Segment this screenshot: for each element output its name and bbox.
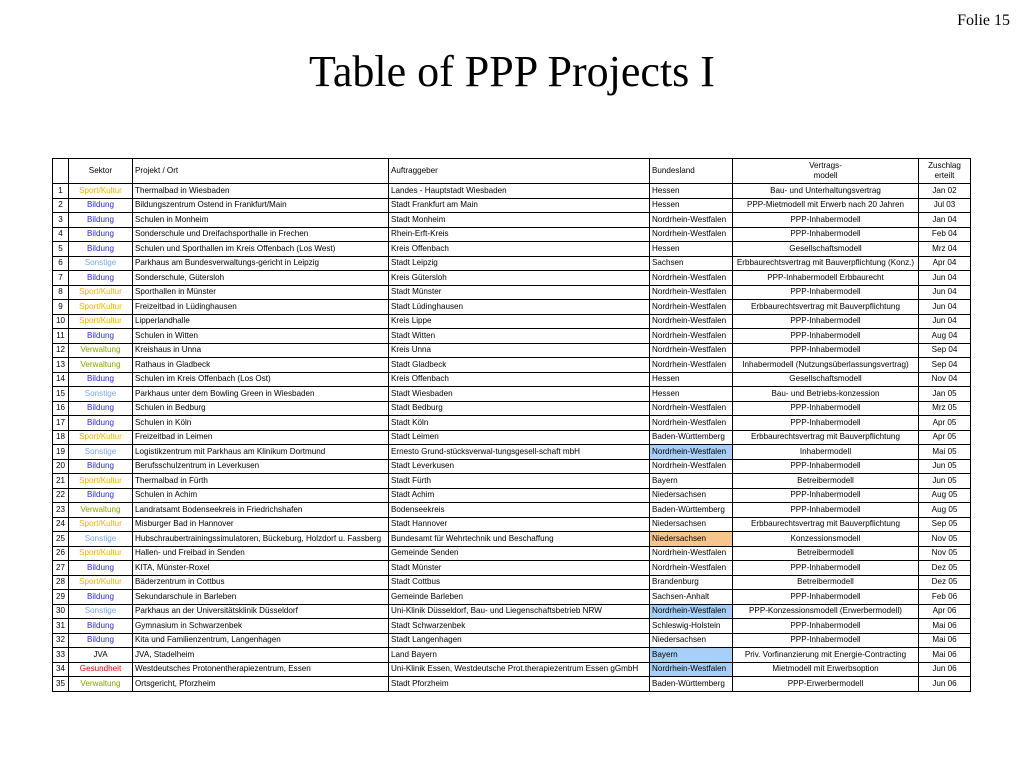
cell-sektor: Sport/Kultur bbox=[69, 285, 133, 300]
cell-zuschlag: Mrz 05 bbox=[919, 401, 971, 416]
table-row bbox=[53, 575, 971, 590]
cell-auftraggeber: Uni-Klinik Essen, Westdeutsche Prot.therapiezentrum Essen gGmbH bbox=[389, 662, 650, 677]
cell-vertragsmodell: PPP-Inhabermodell bbox=[733, 619, 919, 634]
cell-vertragsmodell: PPP-Mietmodell mit Erwerb nach 20 Jahren bbox=[733, 198, 919, 213]
cell-vertragsmodell: Erbbaurechtsvertrag mit Bauverpflichtung bbox=[733, 517, 919, 532]
cell-zuschlag: Jul 03 bbox=[919, 198, 971, 213]
cell-projekt: Freizeitbad in Lüdinghausen bbox=[133, 300, 389, 315]
table-row bbox=[53, 503, 971, 518]
cell-sektor: Bildung bbox=[69, 488, 133, 503]
cell-zuschlag: Aug 04 bbox=[919, 329, 971, 344]
cell-projekt: Westdeutsches Protonentherapiezentrum, Essen bbox=[133, 662, 389, 677]
table-row bbox=[53, 184, 971, 199]
cell-auftraggeber: Gemeinde Barleben bbox=[389, 590, 650, 605]
cell-sektor: Verwaltung bbox=[69, 503, 133, 518]
cell-nr: 3 bbox=[53, 213, 69, 228]
header-auftraggeber: Auftraggeber bbox=[389, 159, 650, 184]
table-row bbox=[53, 314, 971, 329]
cell-sektor: Bildung bbox=[69, 372, 133, 387]
cell-sektor: Verwaltung bbox=[69, 677, 133, 692]
cell-auftraggeber: Gemeinde Senden bbox=[389, 546, 650, 561]
cell-zuschlag: Nov 05 bbox=[919, 532, 971, 547]
cell-bundesland: Nordrhein-Westfalen bbox=[650, 358, 733, 373]
cell-sektor: Sonstige bbox=[69, 256, 133, 271]
cell-projekt: Schulen und Sporthallen im Kreis Offenbach (Los West) bbox=[133, 242, 389, 257]
cell-projekt: Berufsschulzentrum in Leverkusen bbox=[133, 459, 389, 474]
table-row bbox=[53, 198, 971, 213]
header-zuschlag bbox=[919, 159, 971, 184]
cell-nr: 22 bbox=[53, 488, 69, 503]
cell-zuschlag: Apr 05 bbox=[919, 416, 971, 431]
cell-zuschlag: Dez 05 bbox=[919, 561, 971, 576]
cell-zuschlag: Sep 04 bbox=[919, 358, 971, 373]
cell-auftraggeber: Stadt Leimen bbox=[389, 430, 650, 445]
cell-projekt: Bäderzentrum in Cottbus bbox=[133, 575, 389, 590]
cell-auftraggeber: Kreis Lippe bbox=[389, 314, 650, 329]
cell-bundesland: Nordrhein-Westfalen bbox=[650, 416, 733, 431]
cell-zuschlag: Dez 05 bbox=[919, 575, 971, 590]
cell-projekt: Landratsamt Bodenseekreis in Friedrichshafen bbox=[133, 503, 389, 518]
cell-projekt: Freizeitbad in Leimen bbox=[133, 430, 389, 445]
cell-vertragsmodell: Betreibermodell bbox=[733, 474, 919, 489]
cell-projekt: Rathaus in Gladbeck bbox=[133, 358, 389, 373]
cell-nr: 13 bbox=[53, 358, 69, 373]
cell-nr: 17 bbox=[53, 416, 69, 431]
cell-zuschlag: Sep 05 bbox=[919, 517, 971, 532]
table-row bbox=[53, 416, 971, 431]
table-row bbox=[53, 546, 971, 561]
cell-zuschlag: Jun 06 bbox=[919, 662, 971, 677]
cell-bundesland: Brandenburg bbox=[650, 575, 733, 590]
cell-projekt: Ortsgericht, Pforzheim bbox=[133, 677, 389, 692]
cell-projekt: Parkhaus am Bundesverwaltungs-gericht in Leipzig bbox=[133, 256, 389, 271]
cell-sektor: Bildung bbox=[69, 561, 133, 576]
cell-vertragsmodell: PPP-Inhabermodell bbox=[733, 314, 919, 329]
cell-nr: 9 bbox=[53, 300, 69, 315]
cell-zuschlag: Jun 04 bbox=[919, 300, 971, 315]
ppp-projects-table bbox=[52, 158, 971, 692]
cell-sektor: Bildung bbox=[69, 271, 133, 286]
cell-projekt: JVA, Stadelheim bbox=[133, 648, 389, 663]
cell-bundesland: Niedersachsen bbox=[650, 517, 733, 532]
cell-bundesland: Nordrhein-Westfalen bbox=[650, 662, 733, 677]
cell-sektor: Bildung bbox=[69, 401, 133, 416]
cell-nr: 8 bbox=[53, 285, 69, 300]
cell-zuschlag: Jun 04 bbox=[919, 271, 971, 286]
cell-auftraggeber: Stadt Leipzig bbox=[389, 256, 650, 271]
cell-bundesland: Nordrhein-Westfalen bbox=[650, 314, 733, 329]
cell-zuschlag: Mai 05 bbox=[919, 445, 971, 460]
cell-zuschlag: Nov 04 bbox=[919, 372, 971, 387]
cell-vertragsmodell: PPP-Inhabermodell bbox=[733, 633, 919, 648]
cell-auftraggeber: Stadt Monheim bbox=[389, 213, 650, 228]
table-row bbox=[53, 271, 971, 286]
table-row bbox=[53, 604, 971, 619]
table-body bbox=[53, 184, 971, 692]
cell-projekt: Logistikzentrum mit Parkhaus am Klinikum Dortmund bbox=[133, 445, 389, 460]
cell-nr: 35 bbox=[53, 677, 69, 692]
cell-vertragsmodell: PPP-Inhabermodell bbox=[733, 459, 919, 474]
cell-nr: 19 bbox=[53, 445, 69, 460]
cell-vertragsmodell: PPP-Inhabermodell bbox=[733, 416, 919, 431]
cell-bundesland: Nordrhein-Westfalen bbox=[650, 271, 733, 286]
page-title: Table of PPP Projects I bbox=[309, 47, 715, 96]
cell-auftraggeber: Bodenseekreis bbox=[389, 503, 650, 518]
cell-vertragsmodell: PPP-Inhabermodell Erbbaurecht bbox=[733, 271, 919, 286]
cell-zuschlag: Apr 06 bbox=[919, 604, 971, 619]
table-row bbox=[53, 358, 971, 373]
table-row bbox=[53, 648, 971, 663]
cell-sektor: Sport/Kultur bbox=[69, 517, 133, 532]
cell-bundesland: Niedersachsen bbox=[650, 633, 733, 648]
cell-sektor: Bildung bbox=[69, 198, 133, 213]
cell-auftraggeber: Stadt Cottbus bbox=[389, 575, 650, 590]
cell-projekt: Thermalbad in Fürth bbox=[133, 474, 389, 489]
cell-bundesland: Nordrhein-Westfalen bbox=[650, 285, 733, 300]
cell-bundesland: Nordrhein-Westfalen bbox=[650, 445, 733, 460]
cell-vertragsmodell: Erbbaurechtsvertrag mit Bauverpflichtung bbox=[733, 430, 919, 445]
cell-auftraggeber: Stadt Gladbeck bbox=[389, 358, 650, 373]
cell-zuschlag: Jan 02 bbox=[919, 184, 971, 199]
cell-auftraggeber: Ernesto Grund-stücksverwal-tungsgesell-schaft mbH bbox=[389, 445, 650, 460]
cell-zuschlag: Sep 04 bbox=[919, 343, 971, 358]
cell-nr: 4 bbox=[53, 227, 69, 242]
table-row bbox=[53, 213, 971, 228]
cell-vertragsmodell: Erbbaurechtsvertrag mit Bauverpflichtung (Konz.) bbox=[733, 256, 919, 271]
cell-zuschlag: Mai 06 bbox=[919, 619, 971, 634]
cell-sektor: Gesundheit bbox=[69, 662, 133, 677]
table-row bbox=[53, 256, 971, 271]
cell-vertragsmodell: PPP-Inhabermodell bbox=[733, 285, 919, 300]
cell-bundesland: Nordrhein-Westfalen bbox=[650, 213, 733, 228]
table-row bbox=[53, 590, 971, 605]
cell-auftraggeber: Kreis Gütersloh bbox=[389, 271, 650, 286]
table-row bbox=[53, 300, 971, 315]
cell-zuschlag: Mai 06 bbox=[919, 633, 971, 648]
cell-nr: 18 bbox=[53, 430, 69, 445]
table-row bbox=[53, 445, 971, 460]
cell-zuschlag: Jun 04 bbox=[919, 285, 971, 300]
table-header-row bbox=[53, 159, 971, 184]
cell-nr: 23 bbox=[53, 503, 69, 518]
table-row bbox=[53, 242, 971, 257]
cell-bundesland: Bayern bbox=[650, 648, 733, 663]
cell-nr: 29 bbox=[53, 590, 69, 605]
cell-auftraggeber: Rhein-Erft-Kreis bbox=[389, 227, 650, 242]
cell-vertragsmodell: Gesellschaftsmodell bbox=[733, 242, 919, 257]
cell-projekt: Schulen in Achim bbox=[133, 488, 389, 503]
header-sektor: Sektor bbox=[69, 159, 133, 184]
cell-vertragsmodell: PPP-Inhabermodell bbox=[733, 213, 919, 228]
cell-auftraggeber: Stadt Frankfurt am Main bbox=[389, 198, 650, 213]
table-row bbox=[53, 401, 971, 416]
header-nr bbox=[53, 159, 69, 184]
cell-sektor: Sonstige bbox=[69, 445, 133, 460]
cell-vertragsmodell: PPP-Inhabermodell bbox=[733, 401, 919, 416]
table-row bbox=[53, 662, 971, 677]
cell-zuschlag: Feb 04 bbox=[919, 227, 971, 242]
header-zuschlag-line1: Zuschlag bbox=[928, 161, 961, 170]
cell-bundesland: Baden-Württemberg bbox=[650, 503, 733, 518]
cell-auftraggeber: Stadt Münster bbox=[389, 561, 650, 576]
cell-nr: 12 bbox=[53, 343, 69, 358]
cell-sektor: Bildung bbox=[69, 329, 133, 344]
header-zuschlag-line2: erteilt bbox=[934, 171, 955, 180]
cell-sektor: Bildung bbox=[69, 227, 133, 242]
cell-projekt: Gymnasium in Schwarzenbek bbox=[133, 619, 389, 634]
cell-auftraggeber: Stadt Schwarzenbek bbox=[389, 619, 650, 634]
cell-vertragsmodell: Erbbaurechtsvertrag mit Bauverpflichtung bbox=[733, 300, 919, 315]
cell-bundesland: Nordrhein-Westfalen bbox=[650, 401, 733, 416]
cell-bundesland: Baden-Württemberg bbox=[650, 430, 733, 445]
cell-zuschlag: Jan 05 bbox=[919, 387, 971, 402]
cell-bundesland: Hessen bbox=[650, 198, 733, 213]
cell-nr: 31 bbox=[53, 619, 69, 634]
cell-auftraggeber: Stadt Münster bbox=[389, 285, 650, 300]
cell-vertragsmodell: Mietmodell mit Erwerbsoption bbox=[733, 662, 919, 677]
cell-vertragsmodell: Inhabermodell bbox=[733, 445, 919, 460]
cell-sektor: Sonstige bbox=[69, 532, 133, 547]
cell-bundesland: Hessen bbox=[650, 242, 733, 257]
table-row bbox=[53, 430, 971, 445]
cell-projekt: Schulen in Monheim bbox=[133, 213, 389, 228]
cell-bundesland: Baden-Württemberg bbox=[650, 677, 733, 692]
cell-sektor: Bildung bbox=[69, 416, 133, 431]
cell-vertragsmodell: Betreibermodell bbox=[733, 546, 919, 561]
header-vertragsmodell-line2: modell bbox=[813, 171, 838, 180]
header-projekt: Projekt / Ort bbox=[133, 159, 389, 184]
cell-projekt: Sporthallen in Münster bbox=[133, 285, 389, 300]
cell-projekt: Kreishaus in Unna bbox=[133, 343, 389, 358]
cell-bundesland: Sachsen-Anhalt bbox=[650, 590, 733, 605]
cell-vertragsmodell: PPP-Konzessionsmodell (Erwerbermodell) bbox=[733, 604, 919, 619]
cell-projekt: Thermalbad in Wiesbaden bbox=[133, 184, 389, 199]
table-row bbox=[53, 459, 971, 474]
cell-vertragsmodell: Konzessionsmodell bbox=[733, 532, 919, 547]
cell-zuschlag: Jan 04 bbox=[919, 213, 971, 228]
header-bundesland: Bundesland bbox=[650, 159, 733, 184]
cell-nr: 33 bbox=[53, 648, 69, 663]
cell-nr: 32 bbox=[53, 633, 69, 648]
cell-projekt: Lipperlandhalle bbox=[133, 314, 389, 329]
cell-projekt: Parkhaus unter dem Bowling Green in Wiesbaden bbox=[133, 387, 389, 402]
cell-auftraggeber: Stadt Leverkusen bbox=[389, 459, 650, 474]
cell-sektor: Sport/Kultur bbox=[69, 474, 133, 489]
cell-sektor: JVA bbox=[69, 648, 133, 663]
cell-vertragsmodell: Bau- und Unterhaltungsvertrag bbox=[733, 184, 919, 199]
cell-nr: 26 bbox=[53, 546, 69, 561]
cell-vertragsmodell: PPP-Inhabermodell bbox=[733, 329, 919, 344]
cell-nr: 34 bbox=[53, 662, 69, 677]
cell-vertragsmodell: Betreibermodell bbox=[733, 575, 919, 590]
cell-bundesland: Sachsen bbox=[650, 256, 733, 271]
cell-bundesland: Nordrhein-Westfalen bbox=[650, 329, 733, 344]
cell-bundesland: Niedersachsen bbox=[650, 532, 733, 547]
cell-auftraggeber: Stadt Pforzheim bbox=[389, 677, 650, 692]
cell-bundesland: Nordrhein-Westfalen bbox=[650, 459, 733, 474]
cell-zuschlag: Aug 05 bbox=[919, 488, 971, 503]
cell-projekt: Sonderschule, Gütersloh bbox=[133, 271, 389, 286]
cell-nr: 20 bbox=[53, 459, 69, 474]
cell-projekt: KITA, Münster-Roxel bbox=[133, 561, 389, 576]
cell-auftraggeber: Kreis Unna bbox=[389, 343, 650, 358]
cell-projekt: Parkhaus an der Universitätsklinik Düsseldorf bbox=[133, 604, 389, 619]
cell-zuschlag: Aug 05 bbox=[919, 503, 971, 518]
cell-nr: 10 bbox=[53, 314, 69, 329]
cell-nr: 16 bbox=[53, 401, 69, 416]
cell-auftraggeber: Stadt Witten bbox=[389, 329, 650, 344]
cell-projekt: Sonderschule und Dreifachsporthalle in Frechen bbox=[133, 227, 389, 242]
cell-vertragsmodell: Bau- und Betriebs-konzession bbox=[733, 387, 919, 402]
cell-nr: 27 bbox=[53, 561, 69, 576]
table-row bbox=[53, 372, 971, 387]
cell-nr: 25 bbox=[53, 532, 69, 547]
cell-vertragsmodell: PPP-Erwerbermodell bbox=[733, 677, 919, 692]
cell-bundesland: Nordrhein-Westfalen bbox=[650, 546, 733, 561]
cell-auftraggeber: Kreis Offenbach bbox=[389, 242, 650, 257]
cell-nr: 14 bbox=[53, 372, 69, 387]
cell-vertragsmodell: PPP-Inhabermodell bbox=[733, 227, 919, 242]
cell-auftraggeber: Kreis Offenbach bbox=[389, 372, 650, 387]
table-row bbox=[53, 561, 971, 576]
cell-zuschlag: Apr 04 bbox=[919, 256, 971, 271]
cell-auftraggeber: Uni-Klinik Düsseldorf, Bau- und Liegenschaftsbetrieb NRW bbox=[389, 604, 650, 619]
header-vertragsmodell-line1: Vertrags- bbox=[809, 161, 842, 170]
cell-vertragsmodell: PPP-Inhabermodell bbox=[733, 503, 919, 518]
cell-projekt: Sekundarschule in Barleben bbox=[133, 590, 389, 605]
cell-vertragsmodell: PPP-Inhabermodell bbox=[733, 343, 919, 358]
cell-auftraggeber: Stadt Wiesbaden bbox=[389, 387, 650, 402]
cell-sektor: Bildung bbox=[69, 633, 133, 648]
cell-bundesland: Nordrhein-Westfalen bbox=[650, 561, 733, 576]
cell-sektor: Sport/Kultur bbox=[69, 300, 133, 315]
cell-auftraggeber: Bundesamt für Wehrtechnik und Beschaffung bbox=[389, 532, 650, 547]
table-row bbox=[53, 619, 971, 634]
table-row bbox=[53, 633, 971, 648]
cell-bundesland: Nordrhein-Westfalen bbox=[650, 300, 733, 315]
cell-nr: 15 bbox=[53, 387, 69, 402]
cell-sektor: Bildung bbox=[69, 459, 133, 474]
cell-sektor: Sonstige bbox=[69, 387, 133, 402]
cell-vertragsmodell: PPP-Inhabermodell bbox=[733, 561, 919, 576]
cell-projekt: Hubschraubertrainingssimulatoren, Bückeburg, Holzdorf u. Fassberg bbox=[133, 532, 389, 547]
table-row bbox=[53, 387, 971, 402]
table-row bbox=[53, 227, 971, 242]
cell-auftraggeber: Landes - Hauptstadt Wiesbaden bbox=[389, 184, 650, 199]
cell-bundesland: Hessen bbox=[650, 184, 733, 199]
cell-projekt: Schulen in Köln bbox=[133, 416, 389, 431]
cell-nr: 2 bbox=[53, 198, 69, 213]
cell-nr: 5 bbox=[53, 242, 69, 257]
cell-nr: 28 bbox=[53, 575, 69, 590]
cell-projekt: Hallen- und Freibad in Senden bbox=[133, 546, 389, 561]
cell-zuschlag: Mrz 04 bbox=[919, 242, 971, 257]
table-row bbox=[53, 343, 971, 358]
cell-nr: 6 bbox=[53, 256, 69, 271]
cell-bundesland: Nordrhein-Westfalen bbox=[650, 343, 733, 358]
cell-vertragsmodell: Priv. Vorfinanzierung mit Energie-Contracting bbox=[733, 648, 919, 663]
cell-zuschlag: Jun 05 bbox=[919, 474, 971, 489]
cell-sektor: Bildung bbox=[69, 242, 133, 257]
cell-sektor: Bildung bbox=[69, 619, 133, 634]
cell-auftraggeber: Stadt Bedburg bbox=[389, 401, 650, 416]
cell-zuschlag: Mai 06 bbox=[919, 648, 971, 663]
table-row bbox=[53, 532, 971, 547]
cell-sektor: Verwaltung bbox=[69, 358, 133, 373]
table-row bbox=[53, 329, 971, 344]
cell-bundesland: Hessen bbox=[650, 372, 733, 387]
cell-auftraggeber: Stadt Hannover bbox=[389, 517, 650, 532]
cell-bundesland: Bayern bbox=[650, 474, 733, 489]
table-row bbox=[53, 677, 971, 692]
cell-bundesland: Hessen bbox=[650, 387, 733, 402]
cell-projekt: Schulen in Bedburg bbox=[133, 401, 389, 416]
cell-projekt: Schulen in Witten bbox=[133, 329, 389, 344]
table-row bbox=[53, 474, 971, 489]
cell-vertragsmodell: Inhabermodell (Nutzungsüberlassungsvertrag) bbox=[733, 358, 919, 373]
header-vertragsmodell bbox=[733, 159, 919, 184]
cell-sektor: Sport/Kultur bbox=[69, 430, 133, 445]
cell-auftraggeber: Stadt Lüdinghausen bbox=[389, 300, 650, 315]
cell-zuschlag: Jun 06 bbox=[919, 677, 971, 692]
cell-sektor: Bildung bbox=[69, 213, 133, 228]
cell-sektor: Bildung bbox=[69, 590, 133, 605]
cell-zuschlag: Apr 05 bbox=[919, 430, 971, 445]
cell-sektor: Sonstige bbox=[69, 604, 133, 619]
cell-bundesland: Nordrhein-Westfalen bbox=[650, 227, 733, 242]
cell-vertragsmodell: PPP-Inhabermodell bbox=[733, 590, 919, 605]
cell-bundesland: Nordrhein-Westfalen bbox=[650, 604, 733, 619]
cell-nr: 21 bbox=[53, 474, 69, 489]
cell-sektor: Verwaltung bbox=[69, 343, 133, 358]
table-row bbox=[53, 517, 971, 532]
cell-projekt: Misburger Bad in Hannover bbox=[133, 517, 389, 532]
cell-sektor: Sport/Kultur bbox=[69, 314, 133, 329]
cell-bundesland: Schleswig-Holstein bbox=[650, 619, 733, 634]
cell-zuschlag: Nov 05 bbox=[919, 546, 971, 561]
cell-auftraggeber: Stadt Fürth bbox=[389, 474, 650, 489]
cell-bundesland: Niedersachsen bbox=[650, 488, 733, 503]
table-row bbox=[53, 488, 971, 503]
cell-nr: 7 bbox=[53, 271, 69, 286]
cell-sektor: Sport/Kultur bbox=[69, 575, 133, 590]
table-row bbox=[53, 285, 971, 300]
cell-zuschlag: Feb 06 bbox=[919, 590, 971, 605]
cell-sektor: Sport/Kultur bbox=[69, 546, 133, 561]
cell-nr: 11 bbox=[53, 329, 69, 344]
cell-auftraggeber: Stadt Achim bbox=[389, 488, 650, 503]
cell-projekt: Schulen im Kreis Offenbach (Los Ost) bbox=[133, 372, 389, 387]
cell-auftraggeber: Stadt Köln bbox=[389, 416, 650, 431]
cell-nr: 1 bbox=[53, 184, 69, 199]
cell-sektor: Sport/Kultur bbox=[69, 184, 133, 199]
cell-zuschlag: Jun 04 bbox=[919, 314, 971, 329]
cell-auftraggeber: Stadt Langenhagen bbox=[389, 633, 650, 648]
cell-nr: 30 bbox=[53, 604, 69, 619]
cell-projekt: Kita und Familienzentrum, Langenhagen bbox=[133, 633, 389, 648]
cell-vertragsmodell: Gesellschaftsmodell bbox=[733, 372, 919, 387]
slide-number: Folie 15 bbox=[957, 12, 1010, 29]
cell-projekt: Bildungszentrum Ostend in Frankfurt/Main bbox=[133, 198, 389, 213]
cell-vertragsmodell: PPP-Inhabermodell bbox=[733, 488, 919, 503]
cell-nr: 24 bbox=[53, 517, 69, 532]
cell-zuschlag: Jun 05 bbox=[919, 459, 971, 474]
cell-auftraggeber: Land Bayern bbox=[389, 648, 650, 663]
